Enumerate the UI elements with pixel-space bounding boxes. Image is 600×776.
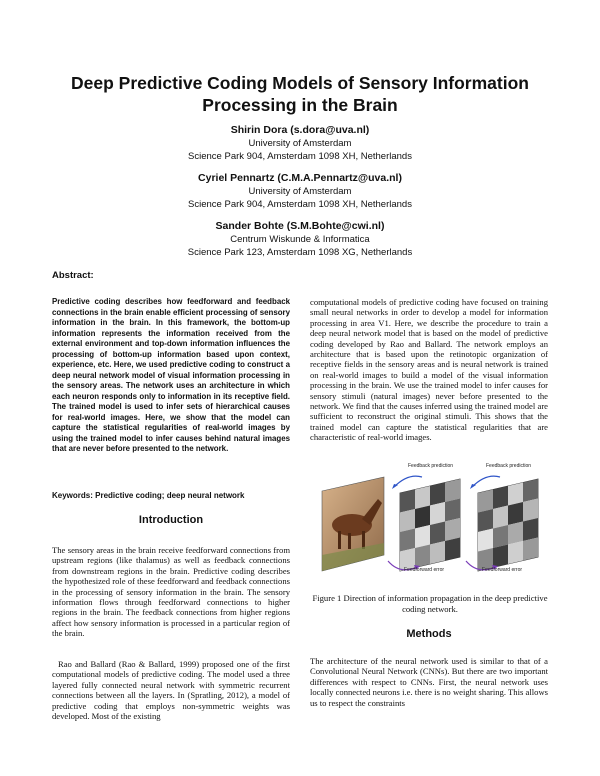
layer-grid-2 (478, 479, 538, 571)
author-address: Science Park 123, Amsterdam 1098 XG, Netherlands (187, 247, 413, 258)
author-name: Shirin Dora (s.dora@uva.nl) (230, 124, 370, 136)
section-heading-methods: Methods (406, 628, 452, 640)
right-paragraph-1: computational models of predictive coding have focused on training small neural networks in order to develop a model for information processing in area V1. Here, we describe the procedure to train a deep neural network model that is based on the model of predictive coding developed by Rao and Ballard. The network employs an architecture that is based upon the retinotopic organization of receptive fields in the sensory areas and is neural network is trained on real-world images to build a model of the visual information processing in the brain. We use the trained model to infer causes for sensory stimuli (natural images) never before presented to the network. We find that the causes inferred using the trained model are sufficient to reconstruct the original stimuli. This shows that the trained model can capture the statistical regularities that are characteristic of real-world images. (310, 297, 548, 443)
figure-label-feedforward-1: Feedforward error (404, 567, 445, 573)
intro-paragraph-2: Rao and Ballard (Rao & Ballard, 1999) proposed one of the first computational models of predictive coding. The model used a three layered fully connected neural network with symmetric recurrent connections between all the layers. In (Spratling, 2012), a model of predictive coding that employs non-symmetric weights was developed. Most of the existing (52, 659, 290, 722)
figure-1 (318, 463, 543, 581)
author-block-2 (60, 172, 540, 211)
abstract-heading: Abstract: (52, 270, 94, 281)
input-image (322, 477, 384, 571)
intro-paragraph-1: The sensory areas in the brain receive feedforward connections from upstream regions (like thalamus) as well as feedback connections from downstream regions in the brain. Predictive coding describes the hypothesized role of these feedforward and feedback connections in the processing of sensory information in the brain. The sensory information flows through feedforward connections to higher regions in the brain. The feedback connections from higher regions affect how sensory information is processed in a particular region of the brain. (52, 545, 290, 639)
feedback-arrow-1 (394, 476, 422, 487)
author-affiliation: University of Amsterdam (248, 138, 352, 149)
author-address: Science Park 904, Amsterdam 1098 XH, Netherlands (188, 199, 412, 210)
feedback-arrow-2 (472, 476, 500, 487)
methods-paragraph-1: The architecture of the neural network used is similar to that of a Convolutional Neural Network (CNNs). But there are two important differences with respect to CNNs. First, the neural network uses locally connected neurons i.e. there is no weight sharing. This allows us to respect the constraints (310, 656, 548, 708)
keywords: Keywords: Predictive coding; deep neural network (52, 491, 245, 500)
figure-label-feedback-1: Feedback prediction (408, 463, 454, 469)
author-name: Cyriel Pennartz (C.M.A.Pennartz@uva.nl) (198, 172, 402, 184)
author-block-1 (60, 124, 540, 163)
layer-grid-1 (400, 479, 460, 571)
author-affiliation: Centrum Wiskunde & Informatica (230, 234, 370, 245)
author-block-3 (60, 220, 540, 259)
figure-label-feedforward-2: Feedforward error (482, 567, 523, 573)
abstract-text: Predictive coding describes how feedforward and feedback connections in the brain enable efficient processing of sensory information in the brain. In this framework, the bottom-up information represents the information received from the external environment and top-down information influences the processing of bottom-up information based upon context, experience, etc. Here, we used predictive coding to construct a deep neural network model of visual information processing in the sensory areas. The network uses an architecture in which each neuron responds only to information in its receptive field. The trained model is used to infer sets of hierarchical causes for real-world images. Here, we show that the model can capture the statistical regularities of real-world images by using the trained model to infer causes behind natural images that are never before presented to the network. (52, 297, 290, 453)
author-name: Sander Bohte (S.M.Bohte@cwi.nl) (215, 220, 385, 232)
section-heading-introduction: Introduction (138, 514, 204, 526)
figure-1-graphic (318, 463, 543, 581)
paper-title: Deep Predictive Coding Models of Sensory Information Processing in the Brain (71, 73, 529, 115)
figure-caption: Figure 1 Direction of information propagation in the deep predictive coding network. (312, 593, 548, 614)
author-address: Science Park 904, Amsterdam 1098 XH, Netherlands (188, 151, 412, 162)
figure-label-feedback-2: Feedback prediction (486, 463, 532, 469)
author-affiliation: University of Amsterdam (248, 186, 352, 197)
